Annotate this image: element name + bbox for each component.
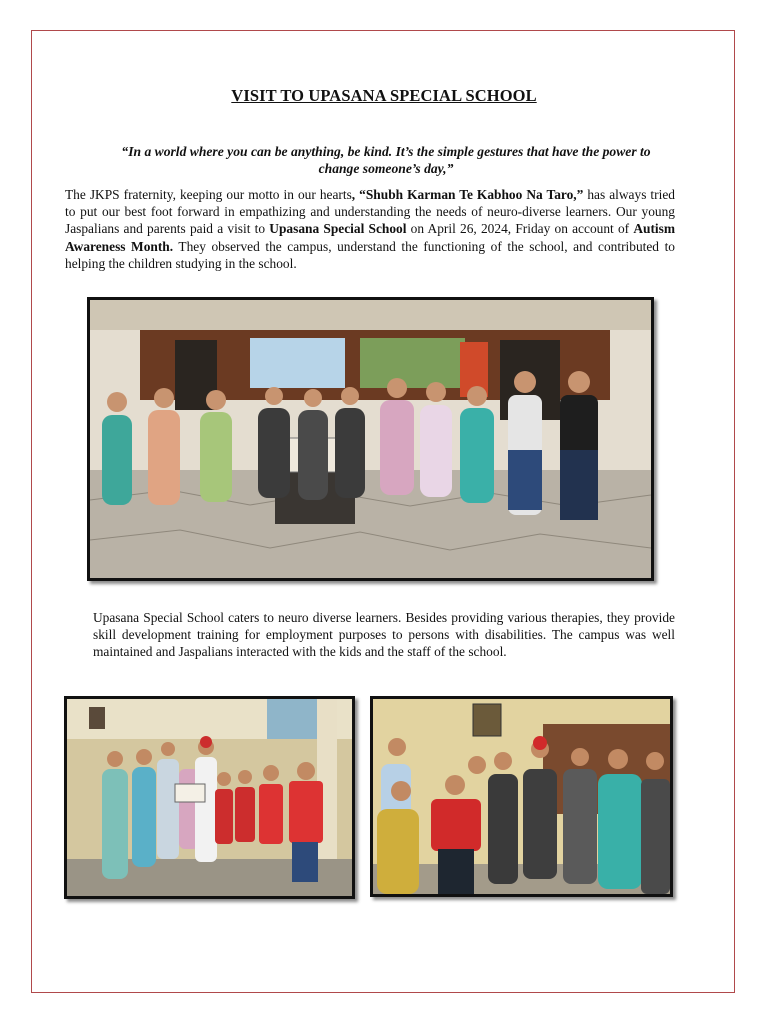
school-description-paragraph: Upasana Special School caters to neuro diverse learners. Besides providing various therapies, they provide skill development training for employment purposes to persons with disabilities. The campus was well maintained and Jaspalians interacted with the kids and the staff of the school.	[93, 610, 675, 660]
motto-quote: “In a world where you can be anything, be kind. It’s the simple gestures that have the power to change someone’s day,”	[121, 144, 651, 176]
intro-text-3: on April 26, 2024, Friday on account of	[406, 221, 634, 237]
intro-paragraph	[65, 186, 675, 272]
school-motto: , “Shubh Karman Te Kabhoo Na Taro,”	[351, 187, 584, 202]
school-name-bold: Upasana Special School	[269, 221, 407, 237]
interaction-photo	[370, 696, 673, 897]
intro-text-2: has always tried to put our best foot forward in empathizing and understanding the needs of neuro-diverse learners. Our young Jaspalians and parents paid a visit to	[65, 187, 675, 237]
awareness-month-bold: Autism Awareness Month.	[65, 221, 676, 254]
document-title: VISIT TO UPASANA SPECIAL SCHOOL	[231, 86, 537, 105]
corridor-photo	[64, 696, 355, 899]
group-photo	[87, 297, 654, 581]
intro-text-1: The JKPS fraternity, keeping our motto in our hearts	[65, 187, 352, 202]
intro-text-4: They observed the campus, understand the functioning of the school, and contributed to helping the children studying in the school.	[65, 238, 675, 271]
